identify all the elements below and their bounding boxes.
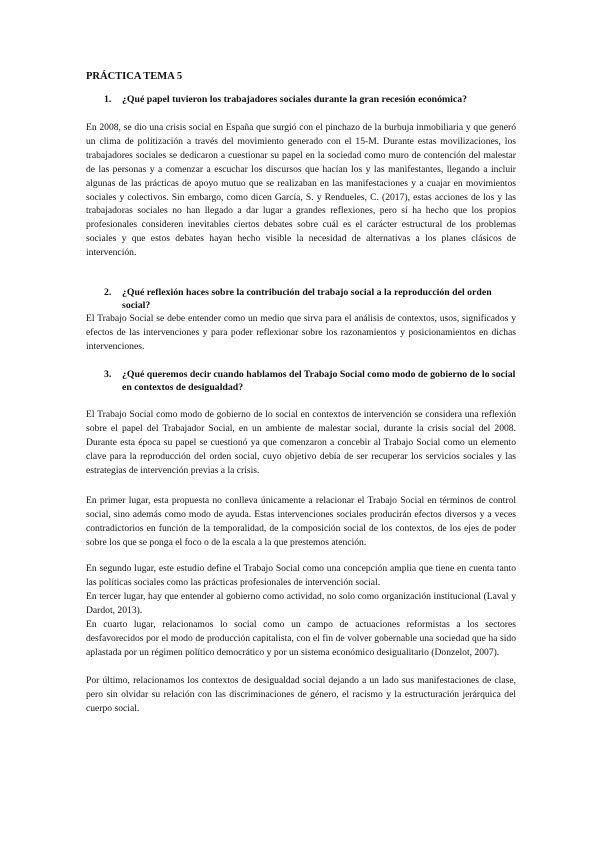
answer-2-paragraph: El Trabajo Social se debe entender como un medio que sirva para el análisis de contextos, usos, significados y efectos de las intervenciones y para poder reflexionar sobre los razonamientos y posicionamientos en dichas intervenciones. xyxy=(86,313,516,352)
question-number: 2. xyxy=(104,287,112,298)
answer-3-first-point: En primer lugar, esta propuesta no conlleva únicamente a relacionar el Trabajo Social en términos de control social, sino además como modo de ayuda. Estas intervenciones sociales producirán efectos diversos y a veces contradictorios en función de la temporalidad, de la composición social de los contextos, de los ejes de poder sobre los que se ponga el foco o de la escala a la que prestemos atención. xyxy=(86,495,516,548)
question-2 xyxy=(104,286,516,312)
question-number: 1. xyxy=(104,94,112,105)
answer-3-fifth-point: Por último, relacionamos los contextos de desigualdad social dejando a un lado sus manifestaciones de clase, pero sin olvidar su relación con las discriminaciones de género, el racismo y la estructuración jerárquica del cuerpo social. xyxy=(86,675,516,714)
page-title: PRÁCTICA TEMA 5 xyxy=(86,71,183,82)
answer-3-second-point: En segundo lugar, este estudio define el Trabajo Social como una concepción amplia que tiene en cuenta tanto las políticas sociales como las prácticas profesionales de intervención social. xyxy=(86,563,516,588)
question-3 xyxy=(104,368,516,394)
question-number: 3. xyxy=(104,369,112,380)
answer-1-paragraph: En 2008, se dio una crisis social en España que surgió con el pinchazo de la burbuja inmobiliaria y que generó un clima de politización a través del movimiento generado con el 15-M. Durante estas movilizaciones, los trabajadores sociales se dedicaron a cuestionar su papel en la sociedad como muro de contención del malestar de las personas y a comenzar a escuchar los discursos que hacían los y las manifestantes, llegando a incluir algunas de las prácticas de apoyo mutuo que se realizaban en las manifestaciones y a cuajar en movimientos sociales y colectivos. Sin embargo, como dicen García, S. y Rendueles, C. (2017), estas acciones de los y las trabajadoras sociales no han llegado a dar lugar a grandes reflexiones, pero sí ha hecho que los propios profesionales consideren inevitables ciertos debates sobre cuál es el carácter estructural de los problemas sociales y que estos debates hayan hecho visible la necesidad de alternativas a los planes clásicos de intervención. xyxy=(86,122,516,259)
question-1 xyxy=(104,93,516,106)
answer-3-third-point: En tercer lugar, hay que entender al gobierno como actividad, no solo como organización institucional (Laval y Dardot, 2013). xyxy=(86,591,516,616)
answer-3-fourth-point: En cuarto lugar, relacionamos lo social como un campo de actuaciones reformistas a los sectores desfavorecidos por el modo de producción capitalista, con el fin de volver gobernable una sociedad que ha sido aplastada por un régimen político democrático y por un sistema económico desigualitario (Donzelot, 2007). xyxy=(86,619,516,658)
question-text: ¿Qué queremos decir cuando hablamos del Trabajo Social como modo de gobierno de lo social en contextos de desigualdad? xyxy=(122,369,516,393)
question-text: ¿Qué reflexión haces sobre la contribución del trabajo social a la reproducción del orden social? xyxy=(122,287,492,311)
answer-3-intro-paragraph: El Trabajo Social como modo de gobierno de lo social en contextos de intervención se considera una reflexión sobre el papel del Trabajador Social, en un ambiente de malestar social, durante la crisis social del 2008. Durante esta época su papel se cuestionó ya que comenzaron a concebir al Trabajo Social como un elemento clave para la reproducción del orden social, cuyo objetivo debía de ser recuperar los servicios sociales y las estrategias de intervención previas a la crisis. xyxy=(86,409,516,476)
question-text: ¿Qué papel tuvieron los trabajadores sociales durante la gran recesión económica? xyxy=(122,94,468,105)
